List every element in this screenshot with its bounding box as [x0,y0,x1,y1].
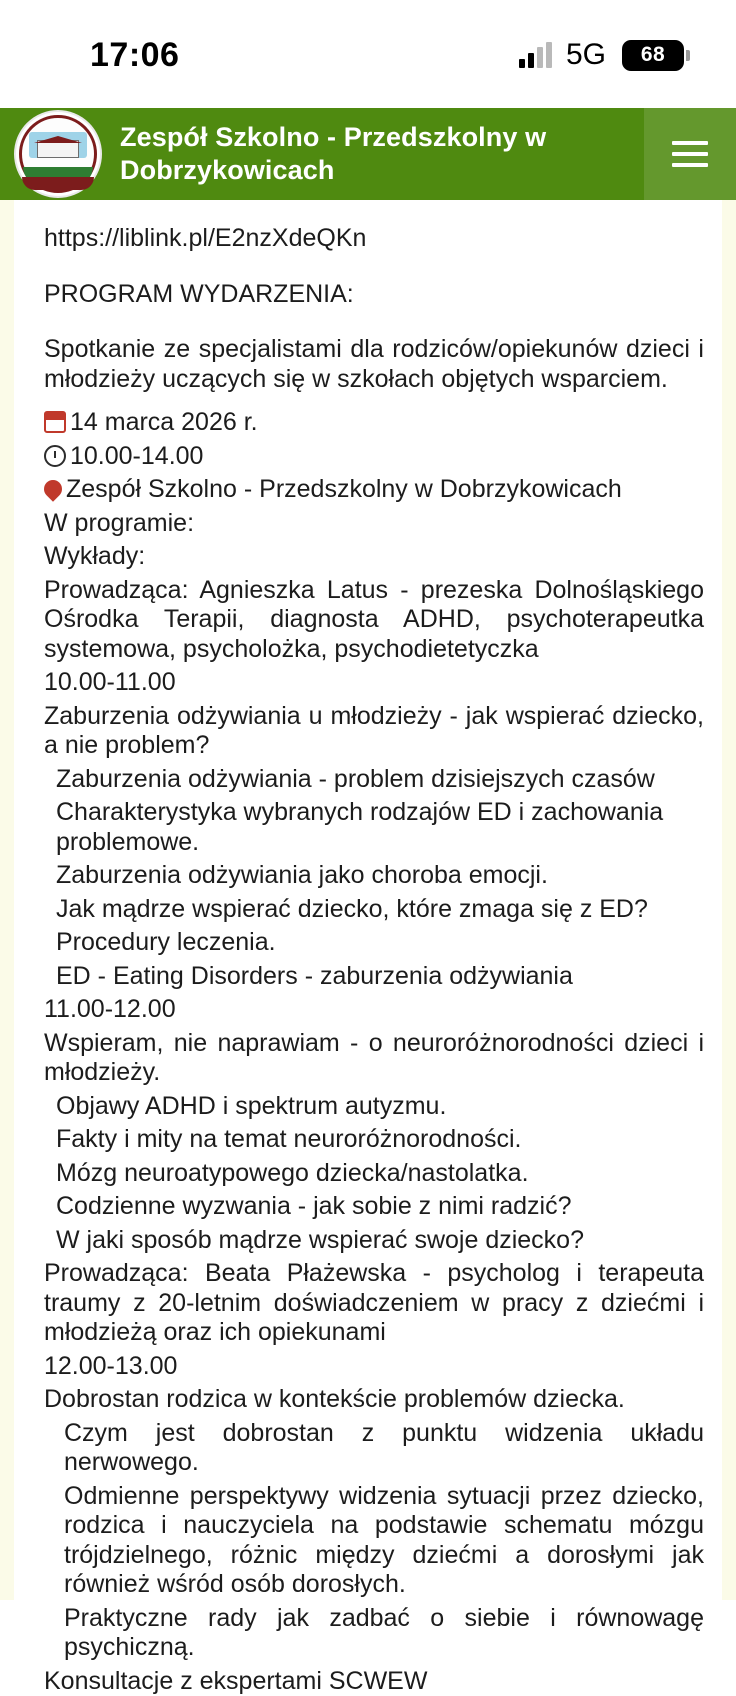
slot1-time: 10.00-11.00 [44,668,704,698]
page-content[interactable] [0,200,736,1600]
slot3-point: Odmienne perspektywy widzenia sytuacji przez dziecko, rodzica i nauczyciela na podstawie schematu mózgu trójdzielnego, różnic między dziećmi a dorosłymi jak również wśród osób dorosłych. [44,1482,704,1600]
event-date: 14 marca 2026 r. [70,408,258,436]
status-indicators [519,38,684,72]
slot1-point: Procedury leczenia. [44,928,704,958]
slot2-time: 11.00-12.00 [44,995,704,1025]
slot1-point: Zaburzenia odżywiania - problem dzisiejszych czasów [44,765,704,795]
calendar-icon [44,411,66,433]
page-right-edge [722,200,736,1600]
slot1-point: Zaburzenia odżywiania jako choroba emocji. [44,861,704,891]
hamburger-menu-icon [672,141,708,167]
event-date-row [44,408,704,438]
program-intro: Spotkanie ze specjalistami dla rodziców/opiekunów dzieci i młodzieży uczących się w szkołach objętych wsparciem. [44,335,704,394]
registration-link[interactable]: https://liblink.pl/E2nzXdeQKn [44,224,704,254]
school-logo-icon [14,110,102,198]
status-bar [0,0,736,108]
hamburger-menu-button[interactable] [644,108,736,200]
slot3-point: Praktyczne rady jak zadbać o siebie i równowagę psychiczną. [44,1604,704,1663]
battery-icon [622,40,684,71]
lectures-label: Wykłady: [44,542,704,572]
network-type-label: 5G [566,38,606,72]
program-heading: PROGRAM WYDARZENIA: [44,280,704,310]
site-header [0,108,736,200]
event-place-row [44,475,704,505]
footer-line: Konsultacje z ekspertami SCWEW [44,1667,704,1696]
slot1-point: Jak mądrze wspierać dziecko, które zmaga się z ED? [44,895,704,925]
speaker-two: Prowadząca: Beata Płażewska - psycholog i terapeuta traumy z 20-letnim doświadczeniem w pracy z dziećmi i młodzieżą oraz ich opiekunami [44,1259,704,1348]
event-hours: 10.00-14.00 [70,442,203,470]
slot2-point: Mózg neuroatypowego dziecka/nastolatka. [44,1159,704,1189]
document-body [0,200,722,1600]
slot1-point: ED - Eating Disorders - zaburzenia odżywiania [44,962,704,992]
program-label: W programie: [44,509,704,539]
slot3-point: Czym jest dobrostan z punktu widzenia układu nerwowego. [44,1419,704,1478]
location-pin-icon [40,476,65,501]
slot3-title: Dobrostan rodzica w kontekście problemów dziecka. [44,1385,704,1415]
slot3-time: 12.00-13.00 [44,1352,704,1382]
clock-icon [44,445,66,467]
status-time: 17:06 [90,36,179,75]
signal-bars-icon [519,42,552,68]
slot1-title: Zaburzenia odżywiania u młodzieży - jak wspierać dziecko, a nie problem? [44,702,704,761]
speaker-one: Prowadząca: Agnieszka Latus - prezeska Dolnośląskiego Ośrodka Terapii, diagnosta ADHD, psychoterapeutka systemowa, psycholożka, psychodietetyczka [44,576,704,665]
slot2-point: Objawy ADHD i spektrum autyzmu. [44,1092,704,1122]
slot2-point: Codzienne wyzwania - jak sobie z nimi radzić? [44,1192,704,1222]
site-title: Zespół Szkolno - Przedszkolny w Dobrzykowicach [120,121,626,187]
slot2-point: Fakty i mity na temat neuroróżnorodności. [44,1125,704,1155]
slot2-point: W jaki sposób mądrze wspierać swoje dziecko? [44,1226,704,1256]
slot1-point: Charakterystyka wybranych rodzajów ED i zachowania problemowe. [44,798,704,857]
slot2-title: Wspieram, nie naprawiam - o neuroróżnorodności dzieci i młodzieży. [44,1029,704,1088]
event-place: Zespół Szkolno - Przedszkolny w Dobrzykowicach [66,475,622,503]
event-hours-row [44,442,704,472]
battery-percent-label: 68 [641,43,665,67]
